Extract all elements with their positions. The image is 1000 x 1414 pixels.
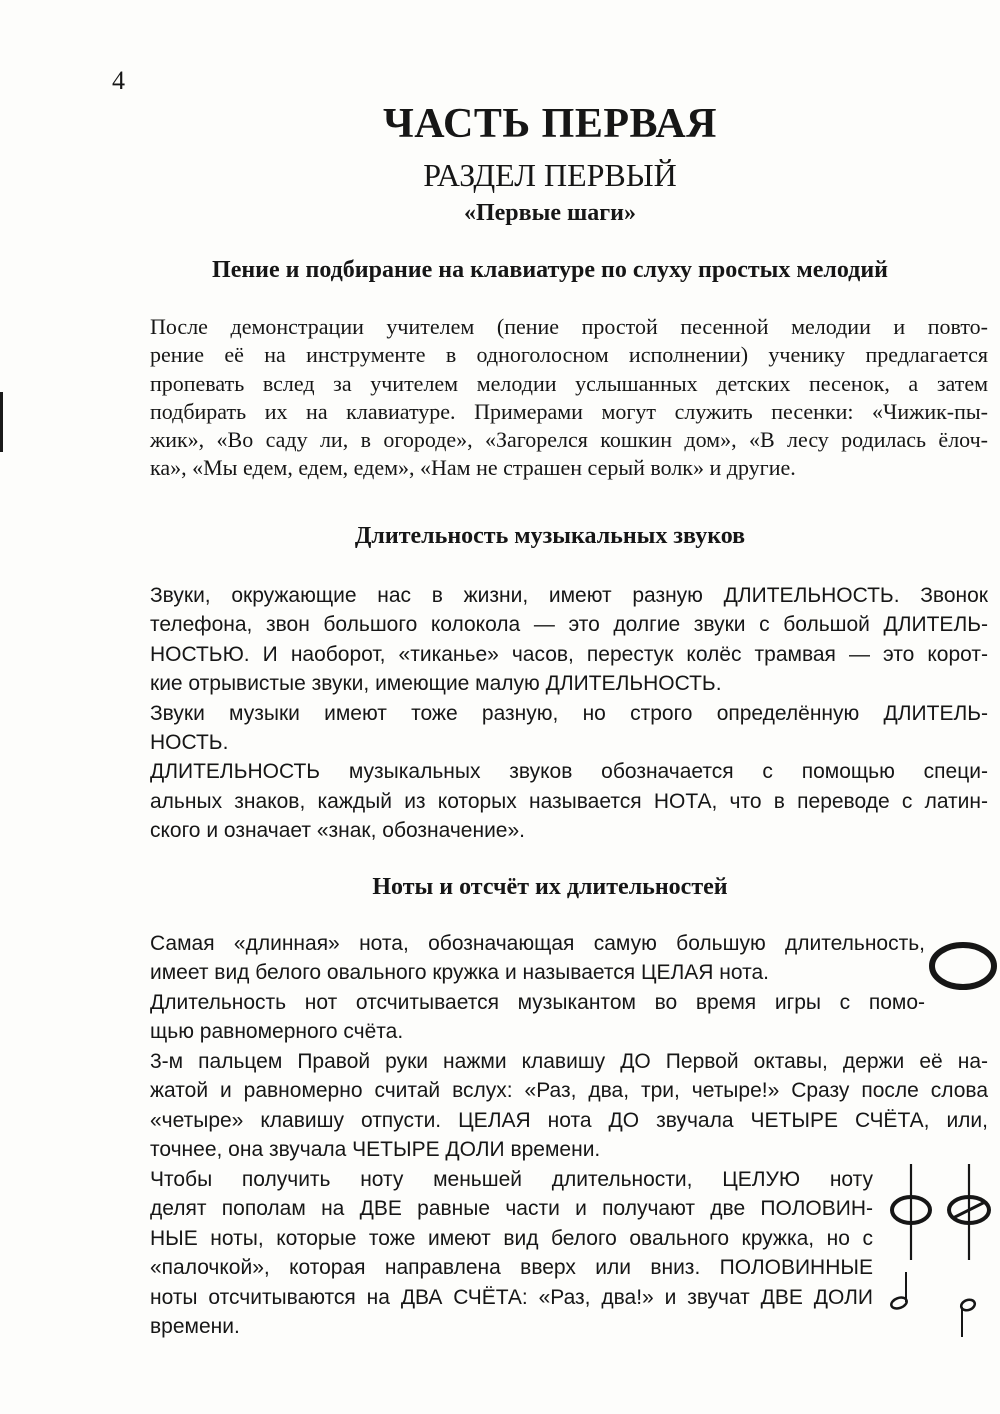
paragraph [113, 581, 988, 699]
text-line: Звуки, окружающие нас в жизни, имеют разную ДЛИТЕЛЬНОСТЬ. Звонок [150, 584, 988, 607]
scan-edge-mark [0, 392, 3, 452]
text-line: пропевать вслед за учителем мелодии услышанных детских песенок, а затем [150, 370, 988, 396]
text-line: Чтобы получить ноту меньшей длительности, ЦЕЛУЮ ноту [150, 1168, 873, 1191]
whole-note-icon [928, 938, 998, 994]
topic3-half-notes [113, 1165, 873, 1341]
paragraph [113, 929, 925, 988]
half-note-icon [890, 1272, 908, 1310]
half-note-stem-down-icon [892, 1164, 930, 1260]
text-line: альных знаков, каждый из которых называется НОТА, что в переводе с латин- [150, 789, 988, 813]
half-note-stem-up-icon [960, 1298, 977, 1337]
text-line: ДЛИТЕЛЬНОСТЬ музыкальных звуков обозначается с помощью специ- [150, 760, 988, 784]
text-line: времени. [150, 1315, 240, 1339]
page-number: 4 [112, 66, 125, 95]
paragraph [113, 313, 988, 483]
text-line: Самая «длинная» нота, обозначающая самую большую длительность, [150, 932, 925, 955]
topic3-intro [113, 929, 925, 1047]
text-line: жик», «Во саду ли, в огороде», «Загорелся кошкин дом», «В лесу родилась ёлоч- [150, 427, 988, 453]
text-line: ского и означает «знак, обозначение». [150, 819, 525, 843]
text-line: 3-м пальцем Правой руки нажми клавишу ДО Первой октавы, держи её на- [150, 1050, 988, 1073]
paragraph [113, 988, 925, 1047]
text-line: После демонстрации учителем (пение простой песенной мелодии и повто- [150, 314, 988, 339]
text-line: НОСТЬ. [150, 731, 229, 755]
paragraph [113, 1165, 873, 1341]
text-line: жатой и равномерно считай вслух: «Раз, два, три, четыре!» Сразу после слова [150, 1079, 988, 1103]
text-line: НЫЕ ноты, которые тоже имеют вид белого овального кружка, но с [150, 1226, 873, 1250]
topic1-text [113, 313, 988, 483]
text-line: НОСТЬЮ. И наоборот, «тиканье» часов, перестук колёс трамвая — это корот- [150, 642, 988, 666]
topic3-heading: Ноты и отсчёт их длительностей [372, 874, 728, 900]
text-line: щью равномерного счёта. [150, 1020, 404, 1044]
text-line: рение её на инструменте в одноголосном исполнении) ученику предлагается [150, 342, 988, 368]
text-line: телефона, звон большого колокола — это долгие звуки с большой ДЛИТЕЛЬ- [150, 613, 988, 637]
note-split-illustration [885, 1160, 995, 1340]
text-line: «четыре» клавишу отпусти. ЦЕЛАЯ нота ДО звучала ЧЕТЫРЕ СЧЁТА, или, [150, 1108, 988, 1132]
topic1-heading: Пение и подбирание на клавиатуре по слуху простых мелодий [212, 257, 888, 283]
text-line: делят пополам на ДВЕ равные части и получают две ПОЛОВИН- [150, 1197, 873, 1221]
text-line: Звуки музыки имеют тоже разную, но строго определённую ДЛИТЕЛЬ- [150, 701, 988, 725]
text-line: ноты отсчитываются на ДВА СЧЁТА: «Раз, два!» и звучат ДВЕ ДОЛИ [150, 1285, 873, 1309]
text-line: ка», «Мы едем, едем, едем», «Нам не страшен серый волк» и другие. [150, 455, 796, 481]
text-line: точнее, она звучала ЧЕТЫРЕ ДОЛИ времени. [150, 1138, 601, 1162]
paragraph [113, 699, 988, 758]
topic3-exercise [113, 1047, 988, 1165]
text-line: подбирать их на клавиатуре. Примерами могут служить песенки: «Чижик-пы- [150, 398, 988, 424]
section-title: РАЗДЕЛ ПЕРВЫЙ [423, 157, 677, 193]
whole-note-split-icon [949, 1164, 989, 1260]
text-line: имеет вид белого овального кружка и называется ЦЕЛАЯ нота. [150, 961, 769, 985]
text-line: Длительность нот отсчитывается музыкантом во время игры с помо- [150, 990, 925, 1014]
paragraph [113, 1047, 988, 1165]
text-line: «палочкой», которая направлена вверх или вниз. ПОЛОВИННЫЕ [150, 1256, 873, 1280]
topic2-text [113, 581, 988, 846]
text-line: кие отрывистые звуки, имеющие малую ДЛИТЕЛЬНОСТЬ. [150, 672, 722, 696]
paragraph [113, 757, 988, 845]
topic2-heading: Длительность музыкальных звуков [354, 523, 746, 549]
section-subtitle: «Первые шаги» [463, 200, 636, 226]
part-title: ЧАСТЬ ПЕРВАЯ [382, 101, 718, 147]
